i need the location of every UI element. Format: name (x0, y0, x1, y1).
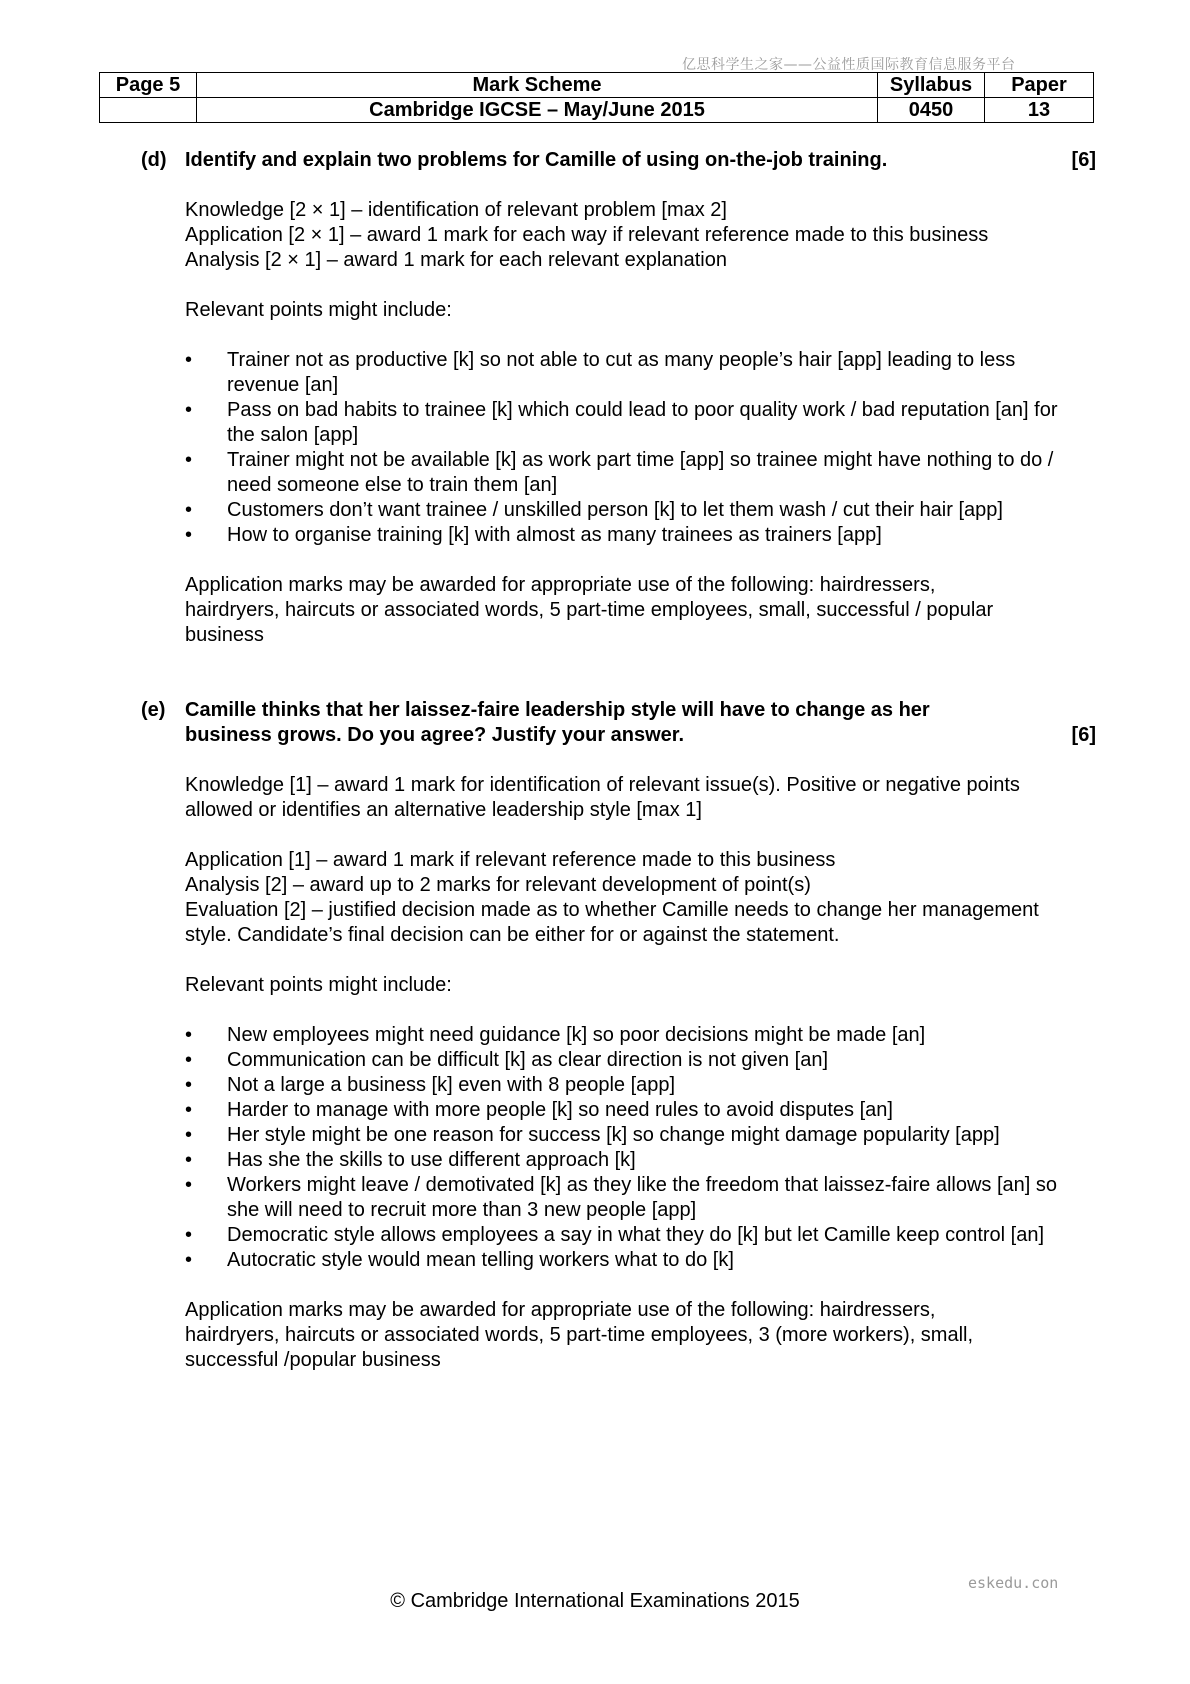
paper-number: 13 (985, 98, 1094, 123)
criteria-line: Knowledge [2 × 1] – identification of relevant problem [max 2] (185, 199, 727, 221)
criteria-line: Application [1] – award 1 mark if relevant reference made to this business (185, 849, 836, 871)
header-table (99, 72, 1094, 123)
list-item: • Autocratic style would mean telling workers what to do [k] (185, 1249, 734, 1271)
question-text: Camille thinks that her laissez-faire leadership style will have to change as her business grows. Do you agree? Justify your answer. (185, 699, 930, 746)
points-intro: Relevant points might include: (185, 974, 452, 996)
watermark-bottom: eskedu.con (968, 1574, 1059, 1592)
points-list-e (185, 1023, 1096, 1273)
page-number-spacer (100, 98, 197, 123)
footer-copyright: © Cambridge International Examinations 2015 (390, 1590, 800, 1612)
list-item: • How to organise training [k] with almost as many trainees as trainers [app] (185, 524, 882, 546)
question-d (141, 148, 1096, 173)
watermark-top: 亿思科学生之家——公益性质国际教育信息服务平台 (682, 57, 1016, 73)
list-item: • Trainer not as productive [k] so not able to cut as many people’s hair [app] leading to less revenue [an] (185, 349, 1016, 396)
syllabus-label: Syllabus (878, 73, 985, 98)
criteria-line: Application [2 × 1] – award 1 mark for each way if relevant reference made to this business (185, 224, 989, 246)
list-item: • Communication can be difficult [k] as clear direction is not given [an] (185, 1049, 829, 1071)
list-item: • Customers don’t want trainee / unskilled person [k] to let them wash / cut their hair [app] (185, 499, 1003, 521)
application-note: Application marks may be awarded for appropriate use of the following: hairdressers, hairdryers, haircuts or associated words, 5 part-time employees, small, successful / popular business (185, 574, 994, 646)
criteria-line: Evaluation [2] – justified decision made as to whether Camille needs to change her management style. Candidate’s final decision can be either for or against the statement. (185, 899, 1039, 946)
criteria-e (185, 773, 1096, 1373)
exam-subtitle: Cambridge IGCSE – May/June 2015 (197, 98, 878, 123)
question-text: Identify and explain two problems for Camille of using on-the-job training. (185, 149, 888, 171)
criteria-line: Knowledge [1] – award 1 mark for identification of relevant issue(s). Positive or negative points allowed or identifies an alternative leadership style [max 1] (185, 774, 1020, 821)
question-marks: [6] (1071, 149, 1096, 171)
criteria-line: Analysis [2] – award up to 2 marks for relevant development of point(s) (185, 874, 811, 896)
list-item: • Workers might leave / demotivated [k] as they like the freedom that laissez-faire allows [an] so she will need to recruit more than 3 new people [app] (185, 1174, 1057, 1221)
page-number: Page 5 (100, 73, 197, 98)
criteria-d (185, 198, 1096, 648)
list-item: • Pass on bad habits to trainee [k] which could lead to poor quality work / bad reputation [an] for the salon [app] (185, 399, 1058, 446)
question-e (141, 698, 1096, 748)
question-letter: (d) (141, 149, 167, 171)
list-item: • Has she the skills to use different approach [k] (185, 1149, 636, 1171)
document-title: Mark Scheme (197, 73, 878, 98)
list-item: • Harder to manage with more people [k] so need rules to avoid disputes [an] (185, 1099, 893, 1121)
points-intro: Relevant points might include: (185, 299, 452, 321)
list-item: • New employees might need guidance [k] so poor decisions might be made [an] (185, 1024, 926, 1046)
list-item: • Not a large a business [k] even with 8 people [app] (185, 1074, 676, 1096)
list-item: • Trainer might not be available [k] as work part time [app] so trainee might have nothing to do / need someone else to train them [an] (185, 449, 1054, 496)
mark-scheme-content (141, 148, 1096, 1373)
question-marks: [6] (1071, 724, 1096, 746)
list-item: • Her style might be one reason for success [k] so change might damage popularity [app] (185, 1124, 1000, 1146)
application-note: Application marks may be awarded for appropriate use of the following: hairdressers, hairdryers, haircuts or associated words, 5 part-time employees, 3 (more workers), small, successful /popular business (185, 1299, 974, 1371)
list-item: • Democratic style allows employees a say in what they do [k] but let Camille keep control [an] (185, 1224, 1045, 1246)
syllabus-code: 0450 (878, 98, 985, 123)
question-letter: (e) (141, 699, 166, 721)
paper-label: Paper (985, 73, 1094, 98)
points-list-d (185, 348, 1096, 548)
criteria-line: Analysis [2 × 1] – award 1 mark for each relevant explanation (185, 249, 727, 271)
